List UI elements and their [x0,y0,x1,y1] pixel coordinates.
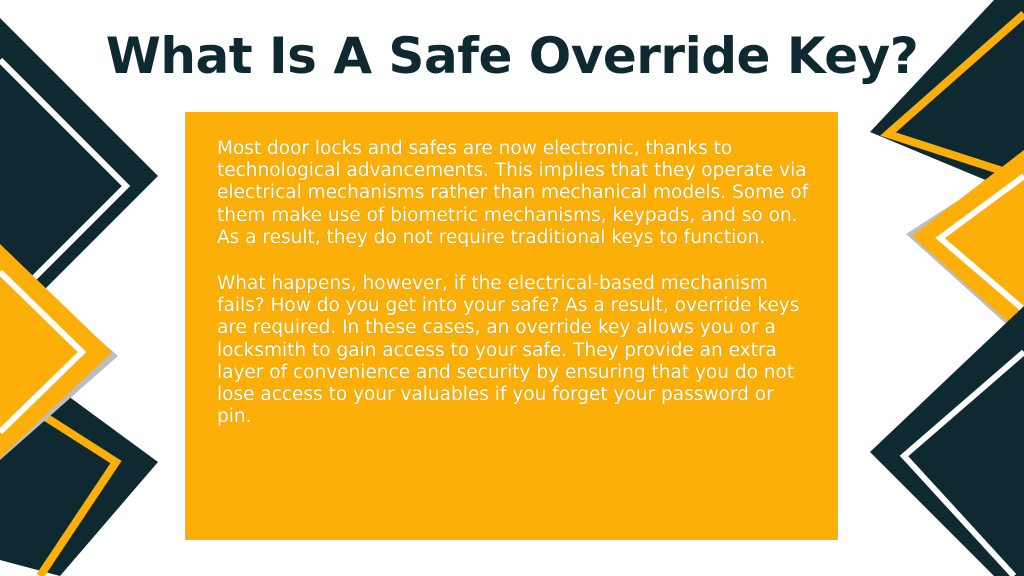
right-bottom-navy-chevron [870,306,1024,576]
paragraph-override-keys: What happens, however, if the electrical-based mechanism fails? How do you get into your safe? As a result, override keys are required. In these cases, an override key allows you or a locksmith to gain access to your safe. They provide an extra layer of convenience and security by ensuring that you do not lose access to your valuables if you forget your password or pin. [217,273,800,428]
content-panel [185,112,838,540]
slide-title: What Is A Safe Override Key? [105,27,919,85]
paragraph-intro: Most door locks and safes are now electronic, thanks to technological advancements. This implies that they operate via electrical mechanisms rather than mechanical models. Some of them make use of biometric mechanisms, keypads, and so on. As a result, they do not require traditional keys to function. [217,138,809,248]
right-yellow-diamond [912,150,1024,336]
